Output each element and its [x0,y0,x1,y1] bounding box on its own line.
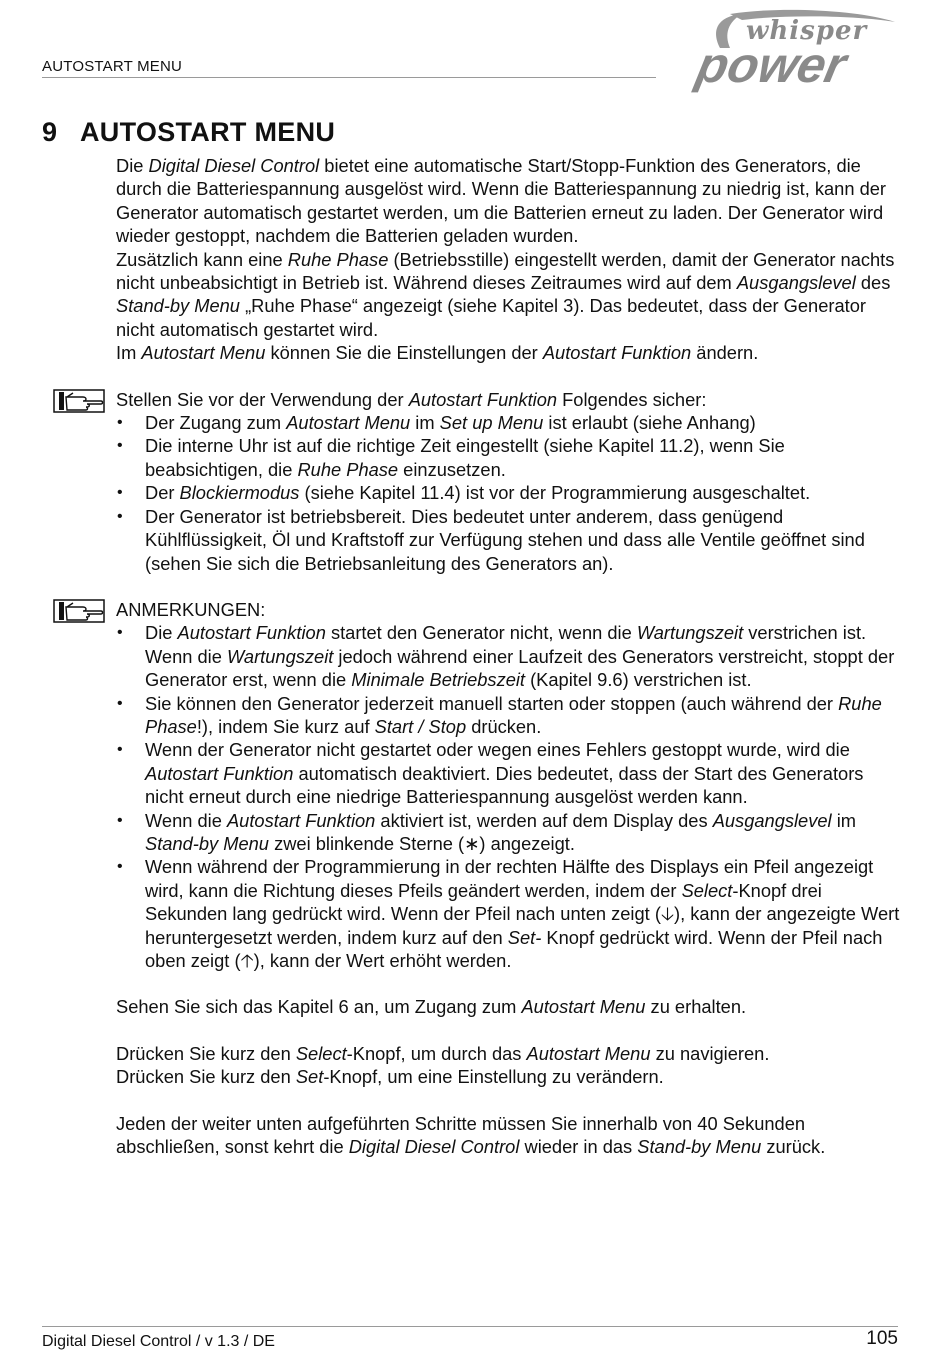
intro-paragraph [116,341,906,364]
text-run: Der [145,482,180,504]
text-run: Stellen Sie vor der Verwendung der [116,388,409,410]
bullet-item [116,505,906,575]
text-run: ändern. [691,342,759,364]
text-run: ist erlaubt (siehe Anhang) [543,412,756,434]
text-run: startet den Generator nicht, wenn die [325,622,637,644]
text-run: Die [145,622,178,644]
prerequisite-list [116,411,906,575]
text-run: automatisch deaktiviert. Dies bedeutet, dass der Start des Generators nicht erneut durch eine niedrige Batteriespannung ausgelöst werden kann. [145,762,864,808]
italic-term: Set [295,1066,324,1088]
text-run: aktiviert ist, werden auf dem Display des [375,809,713,831]
text-run: Die [116,155,149,176]
italic-term: Set- [507,926,542,948]
text-run: (Kapitel 9.6) verstrichen ist. [525,669,752,691]
text-run: !), indem Sie kurz auf [196,715,375,737]
italic-term: Ruhe Phase [297,458,399,480]
italic-term: Select [295,1042,347,1064]
italic-term: Stand-by Menu [116,295,240,317]
text-run: Jeden der weiter unten aufgeführten Schritte müssen Sie innerhalb von 40 Sekunden abschließen, sonst kehrt die [116,1112,806,1158]
note-prerequisites [116,388,906,575]
text-run: einzusetzen. [398,458,506,480]
bullet-item [116,434,906,481]
bullet-item [116,692,906,739]
italic-term: Ausgangslevel [736,272,856,294]
logo-word-whisper: whisper [746,16,868,46]
section-heading [42,117,335,148]
bullet-item [116,809,906,856]
italic-term: Autostart Funktion [177,622,326,644]
bullet-item [116,481,906,504]
text-run: Im [116,342,142,364]
text-run: (siehe Kapitel 11.4) ist vor der Programmierung ausgeschaltet. [299,482,811,504]
text-run: wieder in das [519,1136,638,1158]
text-run: ANMERKUNGEN: [116,598,266,620]
section-number: 9 [42,117,58,147]
text-run: -Knopf drei Sekunden lang gedrückt wird. Wenn der Pfeil nach unten zeigt (🡣), kann der angezeigte Wert heruntergesetzt werden, indem kurz auf den [145,879,900,948]
text-run: Zusätzlich kann eine [116,248,288,270]
italic-term: Autostart Menu [286,412,411,434]
note-lead [116,388,906,411]
outro-paragraph [116,995,906,1018]
intro-text [116,154,906,365]
footer-doc-info: Digital Diesel Control / v 1.3 / DE [42,1333,275,1350]
text-run: Folgendes sicher: [557,388,707,410]
italic-term: Ruhe Phase [287,248,389,270]
text-run: -Knopf, um eine Einstellung zu verändern. [323,1066,664,1088]
italic-term: Start / Stop [374,715,467,737]
section-title: AUTOSTART MENU [80,117,336,147]
italic-term: Autostart Funktion [542,342,692,364]
outro-paragraph [116,1112,906,1159]
text-run: im [831,809,856,831]
pointing-hand-icon [53,599,105,623]
text-run: (Betriebsstille) eingestellt werden, damit der Generator nachts nicht unbeabsichtigt in Betrieb ist. Während dieses Zeitraumes wird auf dem [116,248,895,294]
text-run: des [855,272,891,294]
text-run: Die interne Uhr ist auf die richtige Zeit eingestellt (siehe Kapitel 11.2), wenn Sie beabsichtigen, die [145,435,785,480]
italic-term: Autostart Funktion [145,762,294,784]
italic-term: Autostart Menu [521,996,646,1018]
italic-term: Blockiermodus [179,482,300,504]
italic-term: Stand-by Menu [637,1136,762,1158]
page-content [116,154,906,1158]
logo-word-power: power [692,37,852,93]
italic-term: Autostart Funktion [226,809,376,831]
text-run: Sie können den Generator jederzeit manuell starten oder stoppen (auch während der [145,692,839,714]
text-run: zwei blinkende Sterne (∗) angezeigt. [268,832,575,854]
text-run: bietet eine automatische Start/Stopp-Funktion des Generators, die durch die Batteriespannung ausgelöst wird. Wenn die Batteriespannung zu niedrig ist, kann der Generator automatisch gestartet werden, um die Batterien erneut zu laden. Der Generator wird wieder gestoppt, nachdem die Batterien geladen wurden. [116,155,886,247]
italic-term: Select [681,879,733,901]
intro-paragraph [116,154,906,248]
header-divider [42,77,656,78]
text-run: Wenn der Generator nicht gestartet oder wegen eines Fehlers gestoppt wurde, wird die [145,739,850,761]
bullet-item [116,411,906,434]
header-title: AUTOSTART MENU [42,58,183,75]
intro-paragraph [116,248,906,342]
whisper-power-logo [690,8,905,93]
text-run: Wenn während der Programmierung in der rechten Hälfte des Displays ein Pfeil angezeigt wird, kann die Richtung dieses Pfeils geändert werden, indem der [145,856,874,901]
text-run: „Ruhe Phase“ angezeigt (siehe Kapitel 3). Das bedeutet, dass der Generator nicht automatisch gestartet wird. [116,295,866,340]
italic-term: Set up Menu [439,412,544,434]
italic-term: Autostart Funktion [408,388,558,410]
pointing-hand-icon [53,389,105,413]
remarks-list [116,621,906,972]
outro-paragraph [116,1042,906,1065]
outro-paragraph [116,1065,906,1088]
note-lead [116,598,906,621]
text-run: zurück. [761,1136,826,1158]
italic-term: Autostart Menu [526,1042,651,1064]
text-run: Sehen Sie sich das Kapitel 6 an, um Zugang zum [116,996,522,1018]
text-run: im [410,412,440,434]
italic-term: Minimale Betriebszeit [351,669,526,691]
bullet-item [116,621,906,691]
page-number: 105 [866,1328,898,1349]
text-run: -Knopf, um durch das [346,1042,527,1064]
italic-term: Digital Diesel Control [348,1136,520,1158]
italic-term: Wartungszeit [226,645,334,667]
text-run: können Sie die Einstellungen der [265,342,543,364]
text-run: zu erhalten. [645,996,747,1018]
text-run: Wenn die [145,809,227,831]
italic-term: Ausgangslevel [712,809,832,831]
text-run: drücken. [466,715,542,737]
text-run: Drücken Sie kurz den [116,1042,296,1064]
text-run: Der Generator ist betriebsbereit. Dies bedeutet unter anderem, dass genügend Kühlflüssigkeit, Öl und Kraftstoff zur Verfügung stehen und dass alle Ventile geöffnet sind (sehen Sie sich die Betriebsanleitung des Generators an). [145,505,865,574]
italic-term: Ruhe Phase [145,692,882,737]
italic-term: Digital Diesel Control [148,155,320,176]
note-remarks [116,598,906,973]
italic-term: Autostart Menu [141,342,266,364]
text-run: Der Zugang zum [145,412,287,434]
text-run: Drücken Sie kurz den [116,1066,296,1088]
bullet-item [116,738,906,808]
footer-divider [42,1326,898,1327]
italic-term: Wartungszeit [636,622,744,644]
text-run: verstrichen ist. Wenn die [145,622,867,667]
bullet-item [116,855,906,972]
text-run: Knopf gedrückt wird. Wenn der Pfeil nach oben zeigt (🡡), kann der Wert erhöht werden. [145,926,883,971]
text-run: jedoch während einer Laufzeit des Generators verstreicht, stoppt der Generator erst, wenn die [145,645,895,691]
text-run: zu navigieren. [650,1042,770,1064]
italic-term: Stand-by Menu [145,832,269,854]
